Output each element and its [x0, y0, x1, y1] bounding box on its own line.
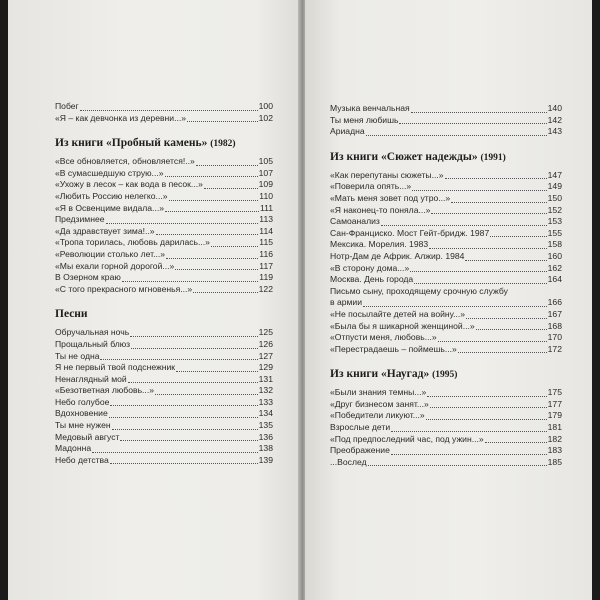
entry-title: «Мы ехали горной дорогой...»	[55, 260, 175, 271]
page-number: 143	[547, 126, 562, 137]
page-number: 105	[258, 156, 273, 167]
page-number: 183	[547, 445, 562, 456]
entry-title: «Все обновляется, обновляется!..»	[55, 156, 195, 167]
toc-entry	[55, 408, 273, 420]
page-number: 113	[259, 214, 273, 225]
toc-entry	[55, 226, 273, 238]
toc-entry	[55, 272, 273, 284]
toc-entry	[330, 434, 562, 446]
entry-title: Москва. День города	[330, 274, 414, 285]
entry-title: Сан-Франциско. Мост Гейт-бридж. 1987	[330, 227, 490, 238]
entry-title: в армии	[330, 297, 363, 308]
entry-title: «Я наконец-то поняла...»	[330, 204, 431, 215]
section-year: (1982)	[210, 139, 236, 150]
entry-title: Ариадна	[330, 126, 365, 137]
entry-title: Небо голубое	[55, 396, 110, 407]
page-number: 162	[547, 262, 562, 273]
toc-entry	[330, 286, 562, 309]
page-number: 149	[547, 181, 562, 192]
dot-leader	[411, 112, 547, 113]
dot-leader	[451, 202, 546, 203]
toc-entry	[55, 362, 273, 374]
toc-entry	[330, 332, 562, 344]
page-number: 140	[547, 103, 562, 113]
toc-entry	[55, 385, 273, 397]
toc-entry	[55, 203, 273, 215]
entry-title: Я не первый твой подснежник	[55, 362, 176, 373]
dot-leader	[120, 440, 257, 441]
entry-title: «Перестрадаешь – поймешь...»	[330, 343, 457, 354]
page-number: 133	[258, 396, 273, 407]
page-number: 117	[259, 260, 273, 271]
dot-leader	[399, 123, 546, 124]
dot-leader	[122, 281, 259, 282]
dot-leader	[366, 135, 547, 136]
page-number: 125	[258, 327, 273, 338]
toc-entry	[55, 432, 273, 444]
entry-title: «Тропа торилась, любовь дарилась...»	[55, 237, 210, 248]
dot-leader	[187, 121, 258, 122]
toc-entry	[330, 228, 562, 240]
entry-row	[330, 297, 562, 309]
entry-title: «Мать меня зовет под утро...»	[330, 192, 451, 203]
section-title: Песни	[55, 308, 88, 321]
dot-leader	[110, 463, 258, 464]
toc-entry	[330, 170, 562, 182]
page-number: 170	[547, 332, 562, 343]
page-number: 138	[258, 443, 273, 454]
toc-column-right	[330, 103, 562, 468]
toc-entry	[330, 410, 562, 422]
toc-entry	[55, 284, 273, 296]
entry-title: «Не посылайте детей на войну...»	[330, 308, 466, 319]
toc-entry	[330, 193, 562, 205]
entry-title: Музыка венчальная	[330, 103, 410, 113]
toc-entry	[330, 344, 562, 356]
entry-title: Ты не одна	[55, 350, 100, 361]
dot-leader	[391, 454, 547, 455]
page-number: 102	[258, 112, 273, 123]
entry-title: Ты меня любишь	[330, 114, 399, 125]
page-number: 158	[547, 239, 562, 250]
toc-entry	[55, 168, 273, 180]
entry-title: Прощальный блюз	[55, 338, 131, 349]
section-year: (1995)	[432, 370, 458, 381]
toc-entry	[55, 101, 273, 113]
dot-leader	[427, 396, 546, 397]
entry-title: Вдохновение	[55, 408, 108, 419]
toc-entry	[55, 237, 273, 249]
dot-leader	[211, 246, 258, 247]
dot-leader	[438, 341, 547, 342]
entry-title: «Ухожу в лесок – как вода в песок...»	[55, 179, 203, 190]
page-number: 181	[547, 422, 562, 433]
page-number: 166	[547, 297, 562, 308]
section-title: Из книги «Наугад»	[330, 368, 430, 381]
page-number: 142	[547, 114, 562, 125]
page-number: 179	[547, 410, 562, 421]
page-number: 129	[258, 362, 273, 373]
toc-entry	[330, 263, 562, 275]
page-number: 168	[547, 320, 562, 331]
page-number: 147	[547, 169, 562, 180]
entry-title: «Любить Россию нелегко...»	[55, 190, 168, 201]
dot-leader	[128, 382, 258, 383]
entry-title: «Друг бизнесом занят...»	[330, 398, 429, 409]
page-number: 122	[258, 283, 273, 294]
toc-entry	[55, 249, 273, 261]
entry-title: «Революции столько лет...»	[55, 248, 166, 259]
toc-column-left	[55, 101, 273, 466]
entry-title: «Безответная любовь...»	[55, 385, 154, 396]
entry-title: В Озерном краю	[55, 272, 121, 283]
entry-title: Взрослые дети	[330, 422, 391, 433]
dot-leader	[169, 200, 259, 201]
dot-leader	[466, 318, 547, 319]
toc-entry	[330, 399, 562, 411]
entry-title: «В сторону дома...»	[330, 262, 410, 273]
page-number: 175	[547, 387, 562, 398]
toc-entry	[55, 351, 273, 363]
toc-entry	[55, 374, 273, 386]
dot-leader	[80, 110, 258, 111]
entry-title: «Я – как девчонка из деревни...»	[55, 112, 187, 123]
dot-leader	[485, 442, 547, 443]
toc-entry	[330, 309, 562, 321]
dot-leader	[130, 336, 257, 337]
toc-entry	[330, 445, 562, 457]
page-number: 119	[259, 272, 273, 283]
entry-title: «Отпусти меня, любовь...»	[330, 332, 437, 343]
dot-leader	[100, 359, 257, 360]
toc-entry	[55, 191, 273, 203]
toc-entry	[330, 251, 562, 263]
dot-leader	[106, 223, 259, 224]
dot-leader	[165, 211, 259, 212]
section-heading	[330, 367, 562, 381]
dot-leader	[410, 271, 546, 272]
section-title: Из книги «Сюжет надежды»	[330, 150, 478, 163]
toc-entry	[55, 156, 273, 168]
entry-title: «Была бы я шикарной женщиной...»	[330, 320, 475, 331]
page-number: 150	[547, 192, 562, 203]
page-number: 111	[259, 202, 273, 213]
dot-leader	[381, 225, 547, 226]
toc-entry	[55, 214, 273, 226]
toc-entry	[55, 179, 273, 191]
page-number: 114	[259, 225, 273, 236]
entry-title-line: Письмо сыну, проходящему срочную службу	[330, 285, 508, 296]
dot-leader	[368, 465, 547, 466]
entry-title: «В сумасшедшую струю...»	[55, 167, 164, 178]
entry-title: Мексика. Морелия. 1983	[330, 239, 429, 250]
dot-leader	[196, 165, 258, 166]
dot-leader	[155, 394, 258, 395]
entry-title: Обручальная ночь	[55, 327, 130, 338]
entry-title: «Да здравствует зима!..»	[55, 225, 155, 236]
entry-title: Преображение	[330, 445, 390, 456]
toc-entry	[55, 420, 273, 432]
dot-leader	[426, 419, 547, 420]
toc-entry	[55, 443, 273, 455]
entry-title: Мадонна	[55, 443, 92, 454]
page-number: 134	[258, 408, 273, 419]
entry-title: Предзимнее	[55, 214, 105, 225]
page-number: 116	[259, 248, 273, 259]
entry-title: «Под предпоследний час, под ужин...»	[330, 433, 484, 444]
page-number: 115	[259, 237, 273, 248]
entry-title: «Были знания темны...»	[330, 387, 427, 398]
page-number: 139	[258, 454, 273, 465]
toc-entry	[55, 339, 273, 351]
page-number: 127	[258, 350, 273, 361]
page-number: 126	[258, 338, 273, 349]
toc-entry	[330, 274, 562, 286]
page-number: 160	[547, 250, 562, 261]
page-number: 100	[258, 101, 273, 111]
section-year: (1991)	[480, 152, 506, 163]
toc-entry	[330, 181, 562, 193]
section-heading	[55, 307, 273, 321]
toc-entry	[55, 261, 273, 273]
page-number: 135	[258, 420, 273, 431]
page-number: 182	[547, 433, 562, 444]
section-heading	[330, 150, 562, 164]
toc-entry	[330, 205, 562, 217]
dot-leader	[490, 236, 546, 237]
toc-entry	[330, 126, 562, 138]
section-title: Из книги «Пробный камень»	[55, 137, 208, 150]
dot-leader	[445, 178, 547, 179]
dot-leader	[204, 188, 258, 189]
toc-entry	[330, 387, 562, 399]
dot-leader	[429, 248, 546, 249]
page-number: 153	[547, 216, 562, 227]
dot-leader	[412, 190, 546, 191]
entry-title: Самоанализ	[330, 216, 380, 227]
dot-leader	[391, 431, 547, 432]
toc-entry	[330, 115, 562, 127]
page-number: 155	[547, 227, 562, 238]
dot-leader	[363, 306, 547, 307]
toc-entry	[55, 397, 273, 409]
page-number: 164	[547, 274, 562, 285]
toc-entry	[330, 422, 562, 434]
entry-title: Небо детства	[55, 454, 109, 465]
dot-leader	[414, 283, 546, 284]
page-number: 152	[547, 204, 562, 215]
toc-entry	[330, 239, 562, 251]
entry-title: «Поверила опять...»	[330, 181, 412, 192]
dot-leader	[431, 213, 546, 214]
entry-title: Ты мне нужен	[55, 420, 111, 431]
dot-leader	[109, 417, 258, 418]
page-number: 132	[258, 385, 273, 396]
dot-leader	[458, 352, 547, 353]
entry-title: «С того прекрасного мгновенья...»	[55, 283, 193, 294]
dot-leader	[166, 258, 258, 259]
entry-title: ...Вослед	[330, 456, 367, 467]
section-heading	[55, 136, 273, 150]
page-number: 167	[547, 308, 562, 319]
dot-leader	[156, 234, 259, 235]
dot-leader	[193, 292, 257, 293]
page-number: 185	[547, 456, 562, 467]
dot-leader	[112, 429, 258, 430]
entry-title: «Победители ликуют...»	[330, 410, 425, 421]
entry-title: «Как перепутаны сюжеты...»	[330, 169, 444, 180]
entry-title: Медовый август	[55, 431, 120, 442]
dot-leader	[430, 407, 547, 408]
toc-entry	[55, 455, 273, 467]
page-number: 131	[258, 373, 273, 384]
toc-entry	[330, 216, 562, 228]
dot-leader	[110, 405, 257, 406]
entry-title: Нотр-Дам де Африк. Алжир. 1984	[330, 250, 465, 261]
toc-entry	[330, 103, 562, 115]
dot-leader	[131, 348, 258, 349]
entry-title: Ненаглядный мой	[55, 373, 127, 384]
page-number: 110	[259, 190, 273, 201]
dot-leader	[175, 269, 258, 270]
page-number: 172	[547, 343, 562, 354]
dot-leader	[465, 260, 546, 261]
page-number: 136	[258, 431, 273, 442]
dot-leader	[176, 371, 258, 372]
dot-leader	[92, 452, 258, 453]
toc-entry	[330, 321, 562, 333]
page-number: 109	[258, 179, 273, 190]
toc-entry	[55, 327, 273, 339]
dot-leader	[476, 329, 547, 330]
page-number: 107	[258, 167, 273, 178]
entry-title: Побег	[55, 101, 79, 111]
page-number: 177	[547, 398, 562, 409]
entry-title: «Я в Освенциме видала...»	[55, 202, 164, 213]
dot-leader	[165, 176, 258, 177]
toc-entry	[55, 113, 273, 125]
toc-entry	[330, 457, 562, 469]
